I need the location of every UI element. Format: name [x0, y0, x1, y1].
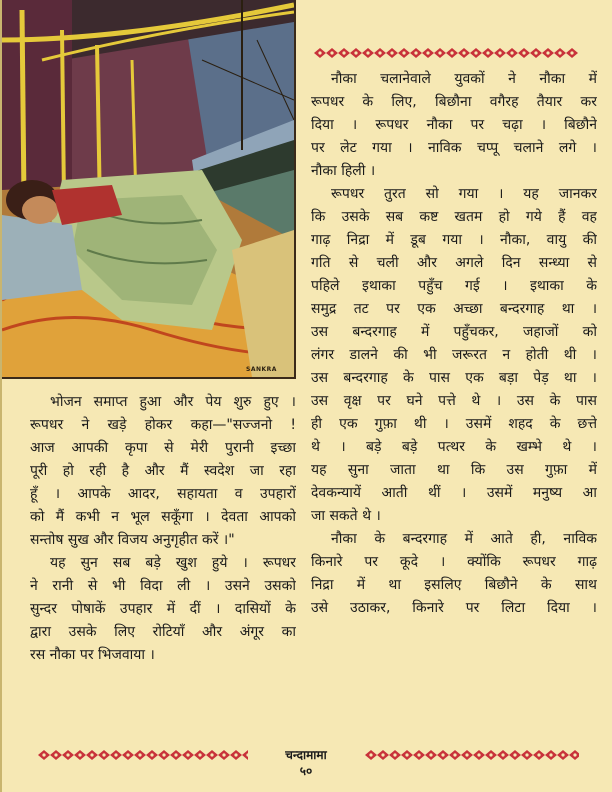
paragraph-line: पूरी हो रही है और मैं स्वदेश जा रहा [30, 463, 296, 479]
paragraph-line: उसे उठाकर, किनारे पर लिटा दिया । [311, 600, 597, 616]
paragraph-line: पहिले इथाका पहुँच गई । इथाका के [311, 278, 597, 294]
paragraph-line: सुन्दर पोषाकें उपहार में दीं । दासियों के [30, 601, 296, 617]
ornament-bottom-right-pattern [365, 750, 579, 760]
paragraph-line: आज आपकी कृपा से मेरी पुरानी इच्छा [30, 440, 296, 456]
page-number: ५० [299, 764, 313, 778]
paragraph-line: रूपधर ने खड़े होकर कहा—"सज्जनो ! [30, 417, 296, 433]
paragraph-line: नौका चलानेवाले युवकों ने नौका में [331, 71, 597, 87]
paragraph-line: पर लेट गया । नाविक चप्पू चलाने लगे । [311, 140, 597, 156]
paragraph-line: समुद्र तट पर एक अच्छा बन्दरगाह था । [311, 301, 597, 317]
paragraph-line: कि उसके सब कष्ट खतम हो गये हैं वह [311, 209, 597, 225]
paragraph-line: नौका के बन्दरगाह में आते ही, नाविक [331, 531, 597, 547]
illustration-art [2, 0, 294, 377]
ornament-bottom-right [365, 750, 579, 760]
paragraph-line: थे । बड़े बड़े पत्थर के खम्भे थे । [311, 439, 597, 455]
paragraph-line: हूँ । आपके आदर, सहायता व उपहारों [30, 486, 296, 502]
paragraph-line: उस बन्दरगाह के पास एक बड़ा पेड़ था । [311, 370, 597, 386]
paragraph-line: द्वारा उसके लिए रोटियाँ और अंगूर का [30, 624, 296, 640]
left-column-text [30, 391, 296, 667]
paragraph-line: किनारे पर कूदे । क्योंकि रूपधर गाढ़ [311, 554, 597, 570]
paragraph-line: ही एक गुफ़ा थी । उसमें शहद के छत्ते [311, 416, 597, 432]
paragraph-line: को मैं कभी न भूल सकूँगा । देवता आपको [30, 509, 296, 525]
paragraph-line: गाढ़ निद्रा में डूब गया । नौका, वायु की [311, 232, 597, 248]
right-column-text [311, 68, 597, 620]
ornament-bottom-left-pattern [38, 750, 248, 760]
paragraph-line: ने रानी से भी विदा ली । उसने उसको [30, 578, 296, 594]
paragraph-line: निद्रा में था इसलिए बिछौने के साथ [311, 577, 597, 593]
paragraph-line: रूपधर के लिए, बिछौना वगैरह तैयार कर [311, 94, 597, 110]
story-illustration [2, 0, 296, 379]
paragraph-line: उस बन्दरगाह में पहुँचकर, जहाजों को [311, 324, 597, 340]
paragraph-line: रूपधर तुरत सो गया । यह जानकर [331, 186, 597, 202]
ornament-top [314, 48, 578, 58]
ornament-top-pattern [314, 48, 578, 58]
paragraph-line: जा सकते थे । [311, 508, 381, 524]
magazine-name: चन्दामामा [285, 748, 327, 762]
paragraph-line: यह सुन सब बड़े खुश हुये । रूपधर [50, 555, 296, 571]
paragraph-line: दिया । रूपधर नौका पर चढ़ा । बिछौने [311, 117, 597, 133]
ornament-bottom-left [38, 750, 248, 760]
paragraph-line: गति से चली और अगले दिन सन्ध्या से [311, 255, 597, 271]
paragraph-line: सन्तोष सुख और विजय अनुगृहीत करें ।" [30, 532, 235, 548]
paragraph-line: रस नौका पर भिजवाया । [30, 647, 155, 663]
paragraph-line: उस वृक्ष पर घने पत्ते थे । उस के पास [311, 393, 597, 409]
paragraph-line: भोजन समाप्त हुआ और पेय शुरु हुए । [50, 394, 296, 410]
paragraph-line: देवकन्यायें आती थीं । उसमें मनुष्य आ [311, 485, 597, 501]
paragraph-line: नौका हिली । [311, 163, 376, 179]
paragraph-line: यह सुना जाता था कि उस गुफ़ा में [311, 462, 597, 478]
artist-signature: SANKRA [246, 366, 277, 373]
paragraph-line: लंगर डालने की भी जरूरत न होती थी । [311, 347, 597, 363]
